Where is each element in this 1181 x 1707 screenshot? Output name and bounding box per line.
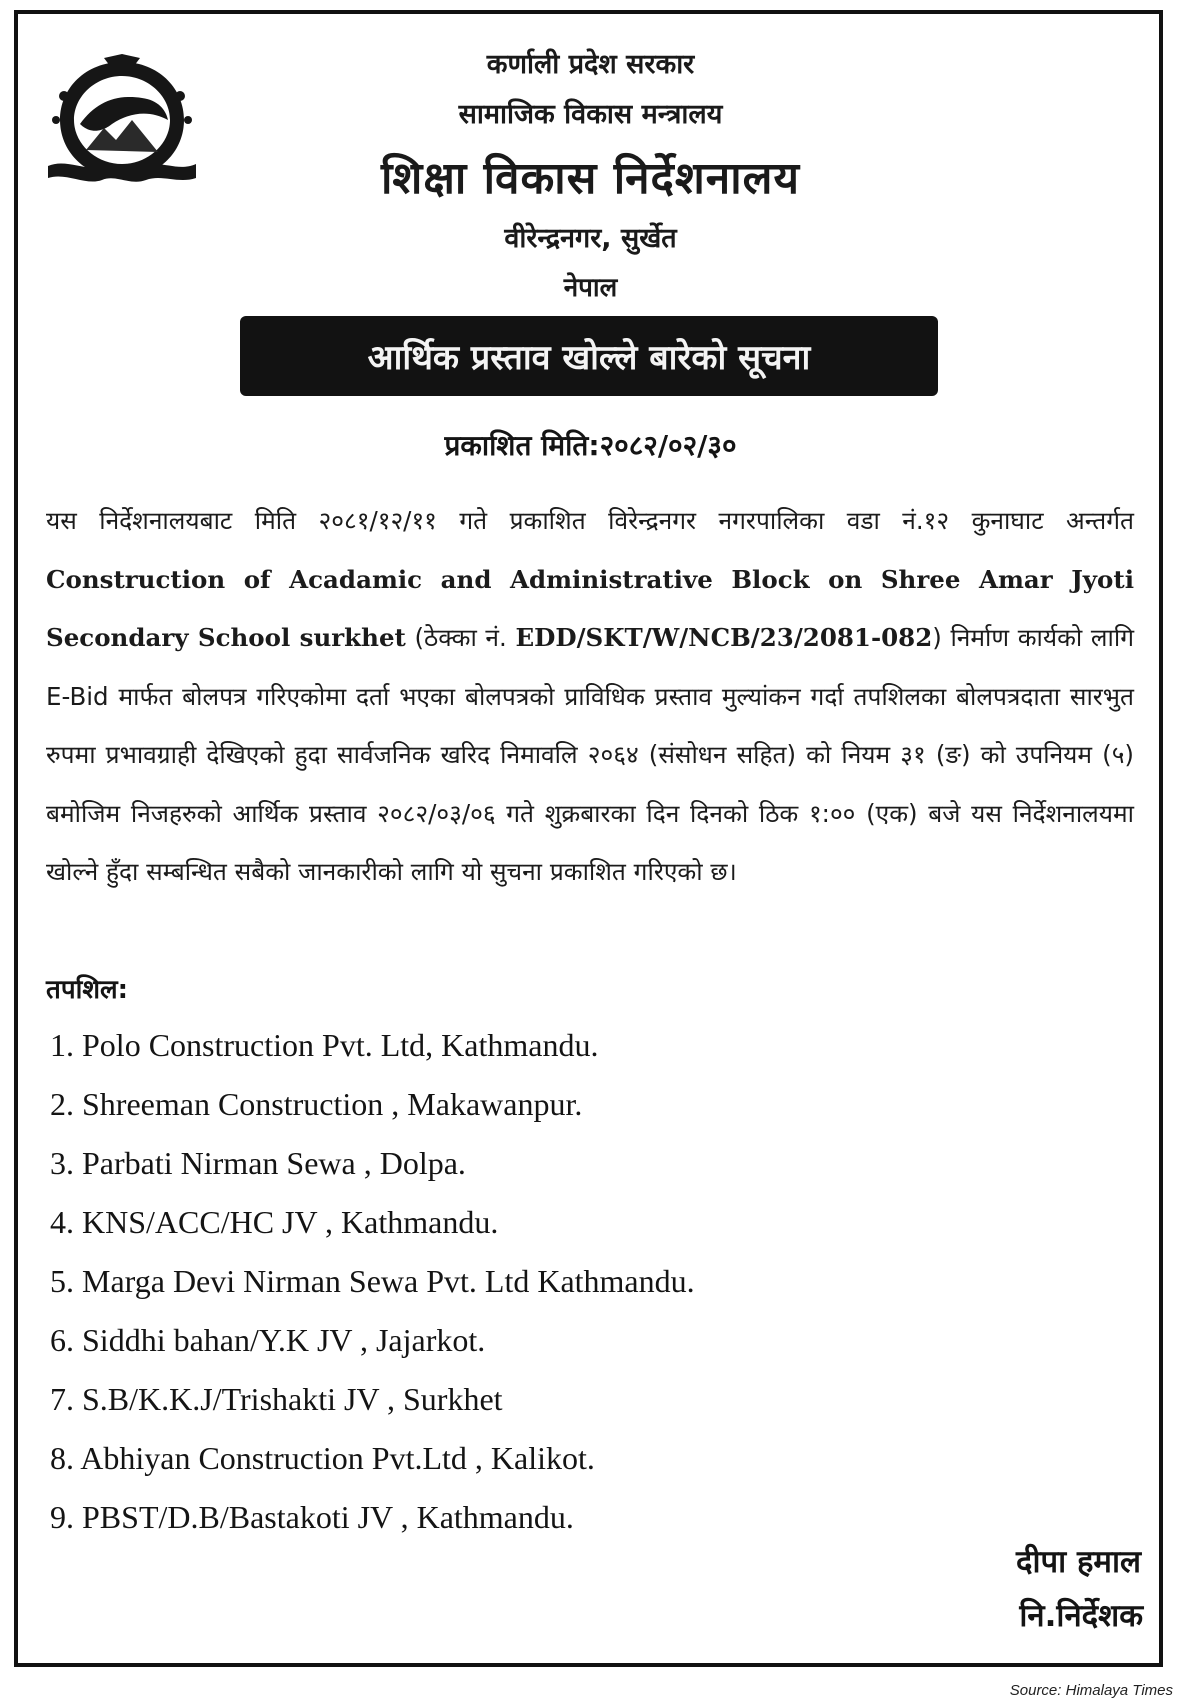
list-item: 5. Marga Devi Nirman Sewa Pvt. Ltd Kathmandu. [50,1263,695,1299]
office-location: वीरेन्द्रनगर, सुर्खेत [504,223,677,254]
office-title: शिक्षा विकास निर्देशनालय [381,153,800,204]
list-item: 7. S.B/K.K.J/Trishakti JV , Surkhet [50,1381,503,1417]
project-name: Construction of Acadamic and Administrative Block on Shree Amar Jyoti Secondary School surkhet [46,564,1134,652]
list-item: 2. Shreeman Construction , Makawanpur. [50,1086,583,1122]
notice-title-banner [240,316,938,396]
source-credit: Source: Himalaya Times [1009,1682,1173,1699]
signatory-title: नि.निर्देशक [1019,1598,1143,1634]
details-label: तपशिल: [46,975,129,1005]
list-item: 9. PBST/D.B/Bastakoti JV , Kathmandu. [50,1499,574,1535]
list-item: 6. Siddhi bahan/Y.K JV , Jajarkot. [50,1322,486,1358]
notice-body [46,492,1134,902]
ministry-name: सामाजिक विकास मन्त्रालय [458,99,723,130]
body-text-part2: (ठेक्का नं. [405,623,516,652]
list-item: 8. Abhiyan Construction Pvt.Ltd , Kalikot. [50,1440,595,1476]
province-government: कर्णाली प्रदेश सरकार [486,49,695,80]
list-item: 4. KNS/ACC/HC JV , Kathmandu. [50,1204,499,1240]
signatory-name: दीपा हमाल [1016,1544,1141,1580]
contract-number: EDD/SKT/W/NCB/23/2081-082 [515,623,933,652]
body-text-part1: यस निर्देशनालयबाट मिति २०८१/१२/११ गते प्रकाशित विरेन्द्रनगर नगरपालिका वडा नं.१२ कुनाघाट अन्तर्गत [46,506,1134,535]
country-name: नेपाल [563,273,618,303]
bidder-list [50,1016,695,1547]
list-item: 1. Polo Construction Pvt. Ltd, Kathmandu. [50,1027,599,1063]
notice-title: आर्थिक प्रस्ताव खोल्ले बारेको सूचना [367,338,811,378]
published-date: प्रकाशित मिति:२०८२/०२/३० [444,429,737,462]
body-text-part3: ) निर्माण कार्यको लागि E-Bid मार्फत बोलपत्र गरिएकोमा दर्ता भएका बोलपत्रको प्राविधिक प्रस्ताव मुल्यांकन गर्दा तपशिलका बोलपत्रदाता सारभुत रुपमा प्रभावग्राही देखिएको हुदा सार्वजनिक खरिद निमावलि २०६४ (संसोधन सहित) को नियम ३१ (ङ) को उपनियम (५) बमोजिम निजहरुको आर्थिक प्रस्ताव २०८२/०३/०६ गते शुक्रबारका दिन दिनको ठिक १:०० (एक) बजे यस निर्देशनालयमा खोल्ने हुँदा सम्बन्धित सबैको जानकारीको लागि यो सुचना प्रकाशित गरिएको छ। [46,623,1134,886]
list-item: 3. Parbati Nirman Sewa , Dolpa. [50,1145,466,1181]
